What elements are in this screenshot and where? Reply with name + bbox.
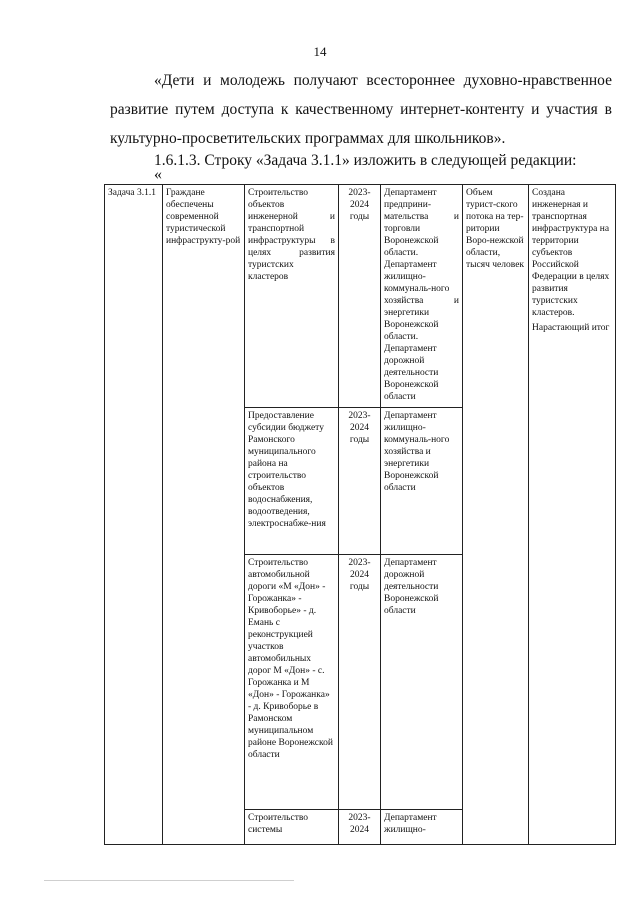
measure-name-cell: Строительство системы	[245, 810, 339, 845]
measure-executor-cell: Департамент жилищно-коммуналь-ного хозяйства и энергетики Воронежской области	[381, 408, 463, 555]
indicator-cell: Объем турист-ского потока на тер-ритории Воро-нежской области, тысяч человек	[463, 185, 529, 845]
goal-cell: Граждане обеспечены современной туристической инфраструкту-рой	[163, 185, 245, 845]
measure-period-cell: 2023-2024	[339, 810, 381, 845]
measure-name-cell: Строительство объектов инженерной и транспортной инфраструктуры в целях развития туристских кластеров	[245, 185, 339, 408]
task-cell: Задача 3.1.1	[105, 185, 163, 845]
measure-period-cell: 2023-2024 годы	[339, 408, 381, 555]
result-note: Нарастающий итог	[532, 323, 610, 333]
measure-executor-cell: Департамент предприни-мательства и торговли Воронежской области. Департамент жилищно-коммуналь-ного хозяйства и энергетики Воронежской области. Департамент дорожной деятельности Воронежской области	[381, 185, 463, 408]
quote-paragraph	[110, 66, 612, 153]
measure-name-cell: Строительство автомобильной дороги «М «Дон» - Горожанка» - Кривоборье» - д. Емань с реконструкцией участков автомобильных дорог М «Дон» - с. Горожанка и М «Дон» - Горожанка» - д. Кривоборье в Рамонском муниципальном районе Воронежской области	[245, 555, 339, 810]
result-text: Создана инженерная и транспортная инфраструктура на территории субъектов Российской Федерации в целях развития туристских кластеров.	[532, 188, 610, 318]
quote-line-3: культурно-просветительских программах для школьников».	[110, 130, 506, 147]
quote-line-1: «Дети и молодежь получают всестороннее духовно-нравственное	[154, 72, 612, 89]
page-number: 14	[313, 44, 327, 59]
measure-period-cell: 2023-2024 годы	[339, 555, 381, 810]
measure-executor-cell: Департамент жилищно-	[381, 810, 463, 845]
table-row	[105, 185, 616, 408]
quote-line-2: развитие путем доступа к качественному интернет-контенту и участия в	[110, 101, 612, 118]
task-table	[104, 184, 616, 845]
table-open-quote: «	[154, 166, 162, 183]
measure-name-cell: Предоставление субсидии бюджету Рамонского муниципального района на строительство объектов водоснабжения, водоотведения, электроснабже-ния	[245, 408, 339, 555]
instruction-paragraph: 1.6.1.3. Строку «Задача 3.1.1» изложить в следующей редакции:	[154, 152, 577, 169]
measure-period-cell: 2023-2024 годы	[339, 185, 381, 408]
page-edge-line	[44, 880, 294, 881]
result-cell	[529, 185, 616, 845]
measure-executor-cell: Департамент дорожной деятельности Воронежской области	[381, 555, 463, 810]
